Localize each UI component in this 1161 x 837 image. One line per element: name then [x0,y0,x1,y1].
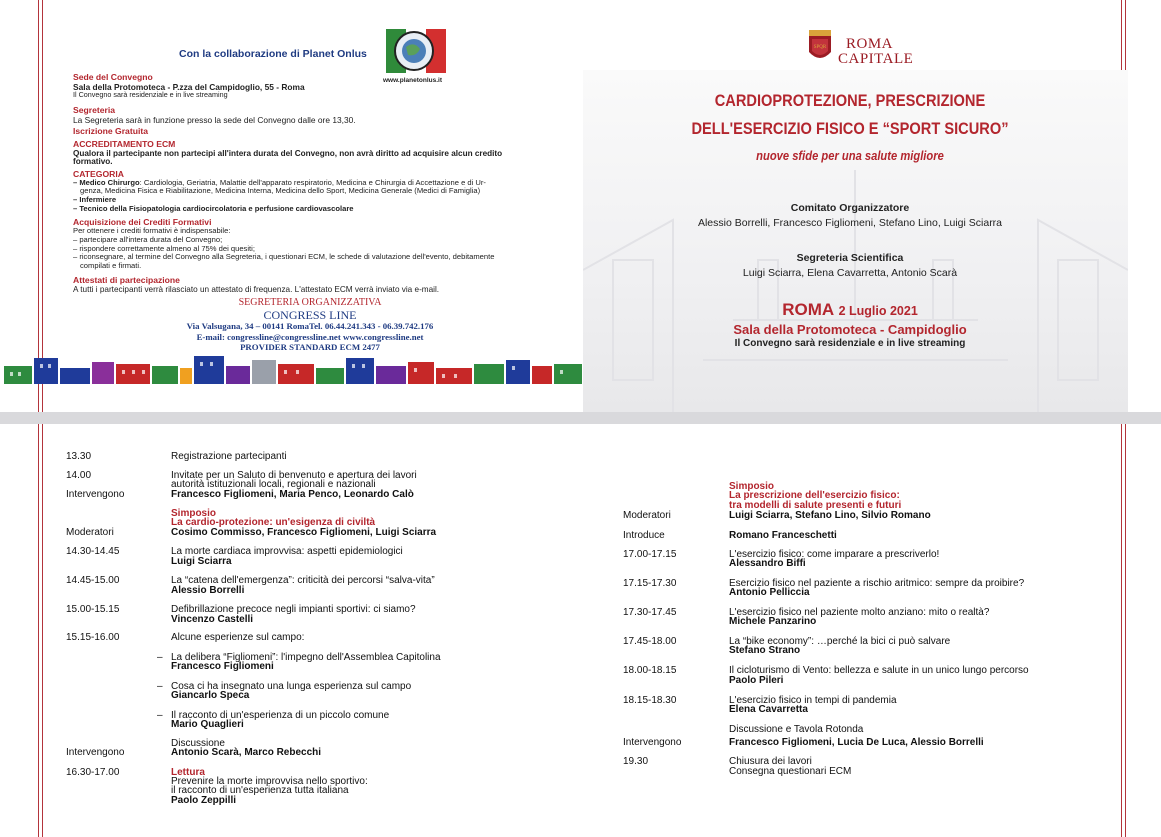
program-time: 14.00 [66,470,92,481]
program-text: La morte cardiaca improvvisa: aspetti epidemiologici [171,546,403,557]
program-text: Cosa ci ha insegnato una lunga esperienza sul campo [171,681,412,692]
svg-text:SPQR: SPQR [813,45,827,50]
program-text: Esercizio fisico nel paziente a rischio aritmico: sempre da proibire? [729,578,1025,589]
provider-line: PROVIDER STANDARD ECM 2477 [240,342,380,352]
sede-label: Sede del Convegno [73,72,153,82]
program-text: Discussione [171,738,225,749]
program-text: Il racconto di un'esperienza di un piccolo comune [171,710,390,721]
program-text: Consegna questionari ECM [729,766,852,777]
congress-email: E-mail: congressline@congressline.net www.congressline.net [196,332,424,342]
categoria-label: CATEGORIA [73,169,124,179]
program-speakers: Francesco Figliomeni, Maria Penco, Leonardo Calò [171,489,414,500]
comitato-names: Alessio Borrelli, Francesco Figliomeni, Stefano Lino, Luigi Sciarra [697,217,1003,229]
program-time: 17.45-18.00 [623,636,677,647]
program-speaker: Paolo Zeppilli [171,795,237,806]
roma-capitale-emblem [805,26,835,66]
program-speaker: Alessio Borrelli [171,585,245,596]
acq-line3: – rispondere correttamente almeno al 75% dei quesiti; [73,244,255,253]
acq-line2: – partecipare all'intera durata del Convegno; [73,235,223,244]
att-text: A tutti i partecipanti verrà rilasciato un attestato di frequenza. L'attestato ECM verrà inviato via e-mail. [73,285,440,294]
city-skyline-illustration [4,354,582,384]
program-text: La delibera “Figliomeni”: l'impegno dell'Assemblea Capitolina [171,652,441,663]
segreteria-text: La Segreteria sarà in funzione presso la sede del Convegno dalle ore 13,30. [73,115,356,125]
shield-icon [805,26,835,66]
program-text: L'esercizio fisico nel paziente molto anziano: mito o realtà? [729,607,990,618]
fold-line [38,0,39,412]
acq-label: Acquisizione dei Crediti Formativi [73,217,212,227]
program-speaker: Michele Panzarino [729,616,817,627]
collab-title: Con la collaborazione di Planet Onlus [179,48,367,60]
capitale-wordmark: CAPITALE [838,51,914,67]
event-date-line [640,300,1060,320]
lecture-label: Lettura [171,767,205,778]
event-city: ROMA [782,300,835,319]
program-time: 18.00-18.15 [623,665,677,676]
symposium-label: Simposio [171,508,217,519]
program-time: 14.45-15.00 [66,575,120,586]
program-speaker: Vincenzo Castelli [171,614,254,625]
category-medico-text: : Cardiologia, Geriatria, Malattie dell'apparato respiratorio, Medicina e Chirurgia di Accettazione e di Ur- [139,178,486,187]
program-text: Il cicloturismo di Vento: bellezza e salute in un unico lungo percorso [729,665,1029,676]
program-text: Registrazione partecipanti [171,451,287,462]
program-role: Moderatori [66,527,114,538]
program-speakers: Antonio Scarà, Marco Rebecchi [171,747,322,758]
program-speakers: Luigi Sciarra, Stefano Lino, Silvio Romano [729,510,931,521]
symposium-title: tra modelli di salute presenti e futuri [729,500,902,511]
fold-line [42,424,43,837]
symposium-title: La prescrizione dell'esercizio fisico: [729,490,900,501]
program-time: 17.15-17.30 [623,578,677,589]
program-text: Invitate per un Saluto di benvenuto e apertura dei lavori [171,470,417,481]
program-time: 16.30-17.00 [66,767,120,778]
program-text: il racconto di un'esperienza tutta italiana [171,785,349,796]
event-venue: Sala della Protomoteca - Campidoglio [733,322,967,337]
program-role: Moderatori [623,510,671,521]
program-speaker: Antonio Pelliccia [729,587,810,598]
brochure-inside-program [0,424,1161,837]
program-text: Alcune esperienze sul campo: [171,632,305,643]
program-time: 15.15-16.00 [66,632,120,643]
globe-icon [386,27,446,75]
program-speaker: Francesco Figliomeni [171,661,274,672]
ecm-label: ACCREDITAMENTO ECM [73,139,176,149]
sede-line2: Il Convegno sarà residenziale e in live streaming [73,90,228,99]
program-role: Intervengono [66,489,125,500]
roma-wordmark: ROMA [846,36,894,52]
fold-line [1125,424,1126,837]
scientifica-names: Luigi Sciarra, Elena Cavarretta, Antonio Scarà [742,267,958,279]
program-time: 18.15-18.30 [623,695,677,706]
program-text: Defibrillazione precoce negli impianti sportivi: ci siamo? [171,604,416,615]
program-text: Discussione e Tavola Rotonda [729,724,864,735]
program-text: L'esercizio fisico: come imparare a prescriverlo! [729,549,940,560]
main-subtitle: nuove sfide per una salute migliore [756,148,944,163]
ecm-line2: formativo. [73,157,113,166]
program-speaker: Luigi Sciarra [171,556,232,567]
acq-line5: compilati e firmati. [80,261,142,270]
fold-line [1121,424,1122,837]
iscrizione-label: Iscrizione Gratuita [73,126,148,136]
comitato-label: Comitato Organizzatore [790,202,910,214]
program-text: Prevenire la morte improvvisa nello sportivo: [171,776,368,787]
program-speaker: Elena Cavarretta [729,704,808,715]
program-text: autorità istituzionali locali, regionali e nazionali [171,479,376,490]
congress-address: Via Valsugana, 34 – 00141 RomaTel. 06.44.241.343 - 06.39.742.176 [186,321,434,331]
event-streaming: Il Convegno sarà residenziale e in live streaming [734,338,966,349]
program-text: La “catena dell'emergenza”: criticità dei percorsi “salva-vita” [171,575,435,586]
scientifica-label: Segreteria Scientifica [796,252,904,264]
sede-line1: Sala della Protomoteca - P.zza del Campidoglio, 55 - Roma [73,82,305,92]
fold-line [38,424,39,837]
program-time: 19.30 [623,756,649,767]
program-time: 13.30 [66,451,92,462]
congress-line: CONGRESS LINE [263,308,357,322]
program-speakers: Cosimo Commisso, Francesco Figliomeni, Luigi Sciarra [171,527,437,538]
event-date: 2 Luglio 2021 [838,304,918,318]
segreteria-label: Segreteria [73,105,116,115]
main-title-line2: DELL'ESERCIZIO FISICO E “SPORT SICURO” [691,119,1009,138]
symposium-title: La cardio-protezione: un'esigenza di civiltà [171,517,376,528]
fold-line [42,0,43,412]
acq-line1: Per ottenere i crediti formativi è indispensabile: [73,226,231,235]
category-infermiere: – Infermiere [73,195,117,204]
program-role: Intervengono [623,737,682,748]
program-role: Intervengono [66,747,125,758]
brochure-outside [0,0,1161,412]
program-text: L'esercizio fisico in tempi di pandemia [729,695,897,706]
list-dash: – [157,710,163,721]
program-speakers: Francesco Figliomeni, Lucia De Luca, Alessio Borrelli [729,737,984,748]
symposium-label: Simposio [729,481,775,492]
seg-org-title: SEGRETERIA ORGANIZZATIVA [238,297,382,308]
program-time: 14.30-14.45 [66,546,120,557]
planet-url: www.planetonlus.it [383,77,442,84]
category-medico-line2: genza, Medicina Fisica e Riabilitazione, Medicina Interna, Medicina dello Sport, Medicina Generale (Medici di Famiglia) [80,186,481,195]
list-dash: – [157,681,163,692]
main-title-line1: CARDIOPROTEZIONE, PRESCRIZIONE [714,91,986,110]
planet-onlus-logo [386,27,446,75]
program-speaker: Stefano Strano [729,645,801,656]
program-text: Chiusura dei lavori [729,756,812,767]
acq-line4: – riconsegnare, al termine del Convegno alla Segreteria, i questionari ECM, le schede di valutazione dell'evento, debitamente [73,252,495,261]
ecm-line1: Qualora il partecipante non partecipi all'intera durata del Convegno, non avrà diritto ad acquisire alcun credito [73,149,503,158]
program-speaker: Paolo Pileri [729,675,784,686]
program-time: 17.30-17.45 [623,607,677,618]
program-time: 15.00-15.15 [66,604,120,615]
att-label: Attestati di partecipazione [73,275,180,285]
program-text: La “bike economy”: …perché la bici ci può salvare [729,636,951,647]
program-speaker: Mario Quaglieri [171,719,244,730]
list-dash: – [157,652,163,663]
category-medico-label: – Medico Chirurgo [73,178,140,187]
program-time: 17.00-17.15 [623,549,677,560]
program-role: Introduce [623,530,665,541]
program-speakers: Romano Franceschetti [729,530,837,541]
program-speaker: Giancarlo Speca [171,690,250,701]
category-tecnico: – Tecnico della Fisiopatologia cardiocircolatoria e perfusione cardiovascolare [73,204,354,213]
program-speaker: Alessandro Biffi [729,558,806,569]
